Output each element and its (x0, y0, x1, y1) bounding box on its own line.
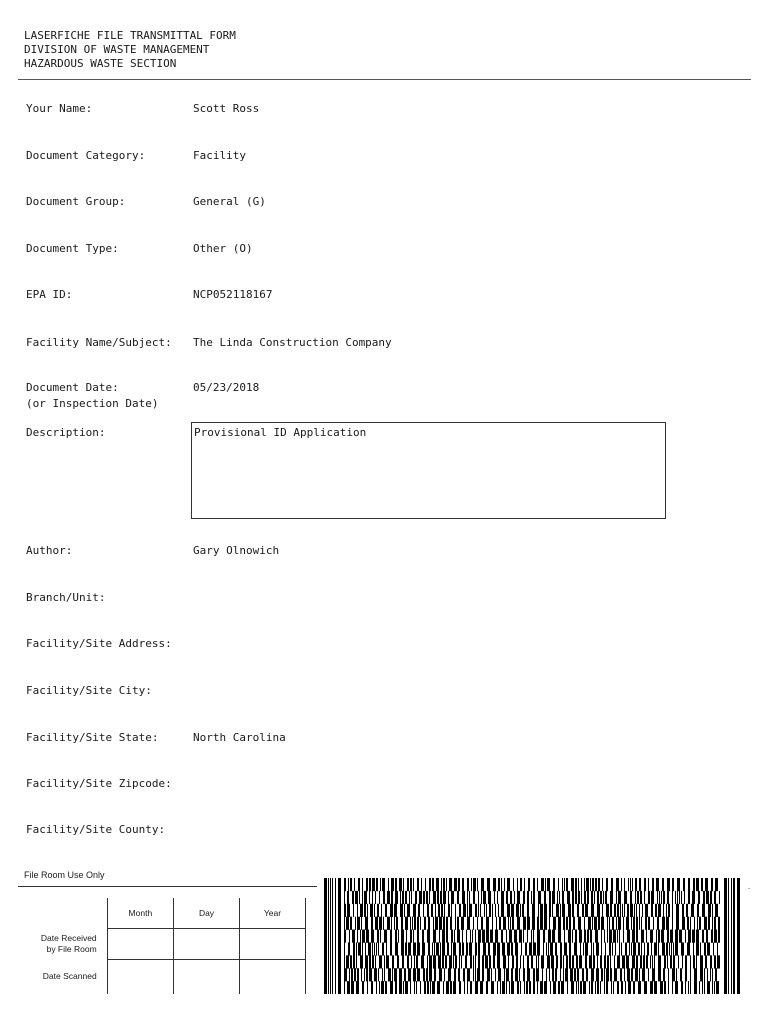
file-room-title: File Room Use Only (24, 870, 105, 880)
date-scanned-day-cell (174, 960, 240, 995)
epa-id-value: NCP052118167 (193, 288, 273, 301)
date-received-year-cell (239, 929, 305, 960)
site-state-label: Facility/Site State: (26, 731, 159, 744)
date-scanned-label: Date Scanned (42, 971, 97, 982)
site-county-label: Facility/Site County: (26, 823, 166, 836)
file-room-table (24, 898, 306, 994)
table-row (24, 929, 306, 960)
date-received-month-cell (107, 929, 173, 960)
date-received-day-cell (174, 929, 240, 960)
file-room-divider (18, 886, 317, 887)
division-name: DIVISION OF WASTE MANAGEMENT (24, 43, 210, 56)
site-zipcode-label: Facility/Site Zipcode: (26, 777, 172, 790)
your-name-label: Your Name: (26, 102, 93, 115)
document-type-value: Other (O) (193, 242, 253, 255)
document-category-label: Document Category: (26, 149, 146, 162)
header-divider (18, 79, 751, 80)
site-address-label: Facility/Site Address: (26, 637, 172, 650)
document-category-value: Facility (193, 149, 246, 162)
form-header (24, 29, 236, 71)
document-date-sublabel: (or Inspection Date) (26, 397, 159, 410)
site-state-value: North Carolina (193, 731, 286, 744)
branch-unit-label: Branch/Unit: (26, 591, 106, 604)
document-type-label: Document Type: (26, 242, 119, 255)
date-scanned-month-cell (107, 960, 173, 995)
facility-name-label: Facility Name/Subject: (26, 336, 172, 349)
epa-id-label: EPA ID: (26, 288, 73, 301)
document-group-label: Document Group: (26, 195, 126, 208)
table-row (24, 960, 306, 995)
form-title: LASERFICHE FILE TRANSMITTAL FORM (24, 29, 236, 42)
facility-name-value: The Linda Construction Company (193, 336, 392, 349)
document-date-value: 05/23/2018 (193, 381, 260, 394)
table-header-row (24, 898, 306, 929)
site-city-label: Facility/Site City: (26, 684, 152, 697)
month-header: Month (107, 898, 173, 929)
author-value: Gary Olnowich (193, 544, 280, 557)
author-label: Author: (26, 544, 73, 557)
barcode-mark: . (748, 882, 751, 891)
section-name: HAZARDOUS WASTE SECTION (24, 57, 177, 70)
pdf417-barcode (324, 878, 740, 994)
document-date-label: Document Date: (26, 381, 119, 394)
document-group-value: General (G) (193, 195, 266, 208)
description-box (191, 422, 666, 519)
description-value: Provisional ID Application (194, 426, 367, 439)
date-scanned-year-cell (239, 960, 305, 995)
description-label: Description: (26, 426, 106, 439)
date-received-label: Date Received by File Room (40, 933, 97, 954)
day-header: Day (174, 898, 240, 929)
year-header: Year (239, 898, 305, 929)
your-name-value: Scott Ross (193, 102, 260, 115)
